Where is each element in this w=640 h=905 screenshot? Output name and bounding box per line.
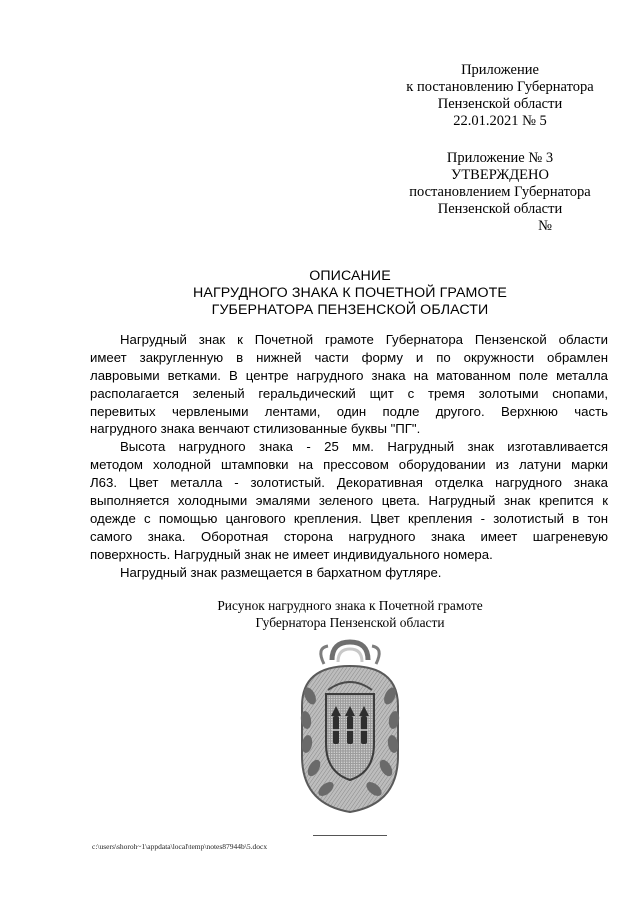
paragraph-2 [90, 438, 608, 563]
text-line: располагается зеленый геральдический щит с тремя золотыми снопами, [90, 385, 608, 401]
appendix1-line: к постановлению Губернатора [406, 79, 594, 95]
text-line: самого знака. Оборотная сторона нагрудного знака имеет шагреневую [90, 528, 608, 544]
caption-line: Рисунок нагрудного знака к Почетной грамоте [217, 598, 483, 613]
footnote-separator [313, 835, 387, 836]
paragraph-1 [90, 331, 608, 438]
paragraph-3 [90, 564, 608, 582]
appendix2-approved: УТВЕРЖДЕНО [451, 167, 549, 183]
text-line: Л63. Цвет металла - золотистый. Декоративная отделка нагрудного знака [90, 475, 608, 491]
text-line: Нагрудный знак к Почетной грамоте Губернатора Пензенской области [120, 332, 608, 347]
document-body [90, 331, 608, 581]
text-line: нагрудного знака венчают стилизованные буквы "ПГ". [90, 421, 421, 437]
caption-line: Губернатора Пензенской области [255, 615, 445, 630]
appendix1-line: Приложение [461, 62, 539, 78]
text-line: методом холодной штамповки на прессовом оборудовании из латуни марки [90, 457, 608, 473]
appendix1-date-number: 22.01.2021 № 5 [453, 113, 547, 129]
appendix-header-2 [380, 150, 620, 235]
figure-caption [150, 597, 550, 631]
text-line: выполняется холодными эмалями зеленого цвета. Нагрудный знак крепится к [90, 493, 608, 509]
appendix2-line: Приложение № 3 [446, 150, 554, 166]
text-line: поверхность. Нагрудный знак не имеет индивидуального номера. [90, 546, 493, 562]
appendix-header-1 [380, 62, 620, 130]
title-line: ГУБЕРНАТОРА ПЕНЗЕНСКОЙ ОБЛАСТИ [211, 302, 489, 318]
title-line: НАГРУДНОГО ЗНАКА К ПОЧЕТНОЙ ГРАМОТЕ [193, 285, 507, 301]
text-line: лавровыми ветками. В центре нагрудного знака на матованном поле металла [90, 367, 608, 383]
title-line: ОПИСАНИЕ [309, 268, 391, 284]
appendix1-line: Пензенской области [437, 96, 563, 112]
text-line: перевитых червлеными лентами, один подле другого. Верхнюю часть [90, 403, 608, 419]
file-path-footer: c:\users\shoroh~1\appdata\local\temp\notes87944b\5.docx [92, 842, 268, 851]
appendix2-line: Пензенской области [437, 201, 563, 217]
text-line: имеет закругленную в нижней части форму и по окружности обрамлен [90, 349, 608, 365]
text-line: Нагрудный знак размещается в бархатном футляре. [120, 564, 442, 580]
appendix2-number: № [538, 218, 552, 234]
badge-emblem-icon [288, 636, 412, 816]
text-line: Высота нагрудного знака - 25 мм. Нагрудный знак изготавливается [120, 439, 608, 455]
appendix2-line: постановлением Губернатора [409, 184, 591, 200]
text-line: одежде с помощью цангового крепления. Цвет крепления - золотистый в тон [90, 510, 608, 526]
document-title [80, 268, 620, 319]
